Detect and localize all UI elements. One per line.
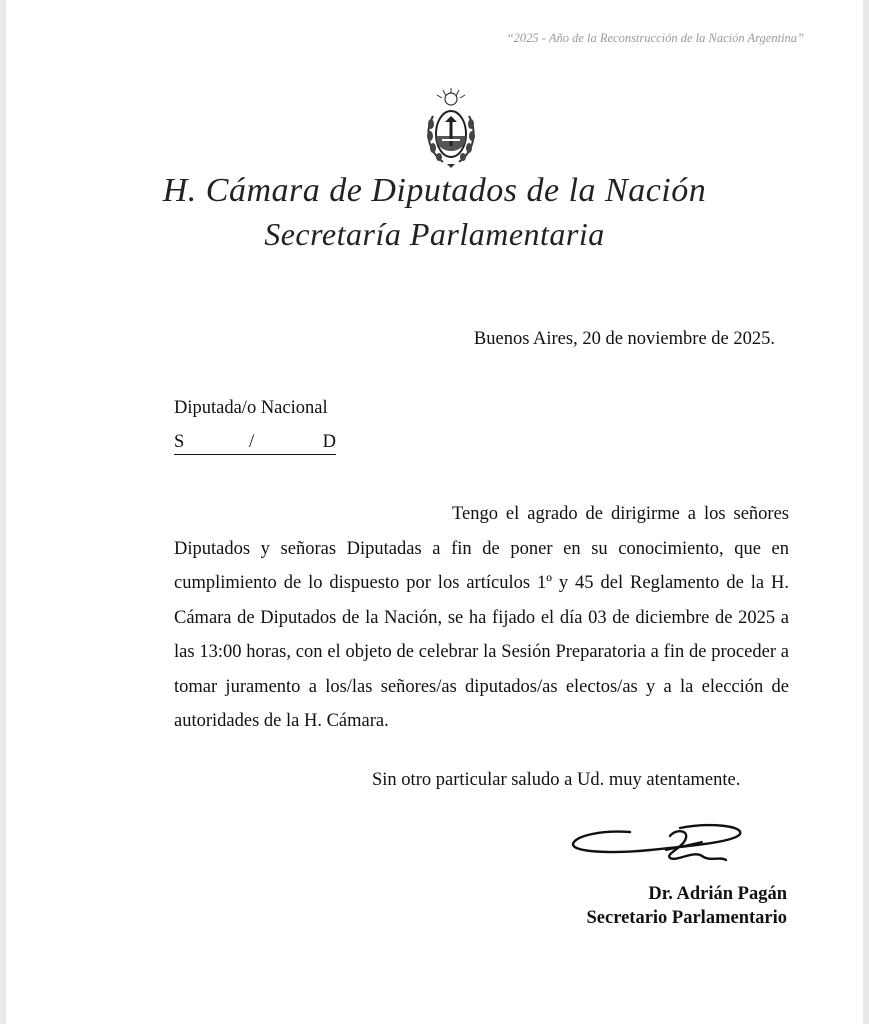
header-motto: “2025 - Año de la Reconstrucción de la Nación Argentina” [506,31,804,45]
letter-date: Buenos Aires, 20 de noviembre de 2025. [473,329,775,349]
letter-closing: Sin otro particular saludo a Ud. muy atentamente. [372,770,741,790]
sd-d: D [322,432,336,452]
sd-slash: / [249,432,255,452]
signer-name: Dr. Adrián Pagán [648,884,787,904]
su-despacho-line [174,432,336,455]
institution-name: H. Cámara de Diputados de la Nación [162,172,707,209]
secretariat-name: Secretaría Parlamentaria [264,216,605,252]
signer-title: Secretario Parlamentario [586,908,787,928]
handwritten-signature-icon [570,820,750,870]
sd-s: S [174,432,185,452]
addressee: Diputada/o Nacional [174,398,328,418]
letter-body: Tengo el agrado de dirigirme a los señores Diputados y señoras Diputadas a fin de poner en su conocimiento, que en cumplimiento de lo dispuesto por los artículos 1º y 45 del Reglamento de la H. Cámara de Diputados de la Nación, se ha fijado el día 03 de diciembre de 2025 a las 13:00 horas, con el objeto de celebrar la Sesión Preparatoria a fin de proceder a tomar juramento a los/las señores/as diputados/as electos/as y a la elección de autoridades de la H. Cámara. [174,504,789,731]
argentine-coat-of-arms-icon [423,86,479,168]
